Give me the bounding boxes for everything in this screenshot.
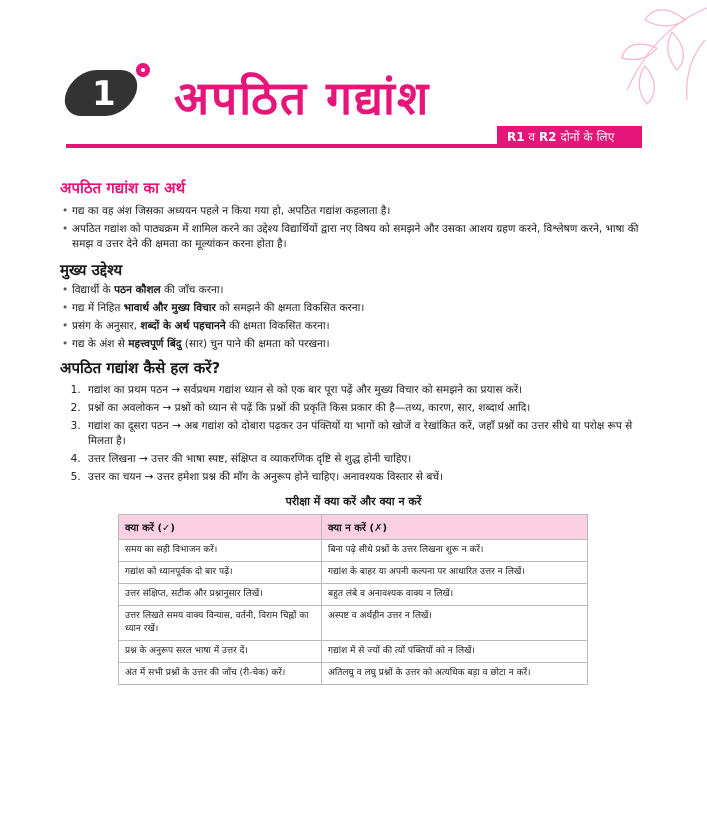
tag-r2: R2 — [538, 130, 557, 144]
dos-donts-table — [118, 514, 588, 685]
howto-step: 3. गद्यांश का दूसरा पठन → अब गद्यांश को दोबारा पढ़कर उन पंक्तियों या भागों को खोजें व रेखांकित करें, जहाँ प्रश्नों का उत्तर सीधे या परोक्ष रूप से मिलता है। — [84, 419, 645, 449]
table-row — [119, 584, 588, 606]
dont-cell: अस्पष्ट व अर्थहीन उत्तर न लिखें। — [322, 606, 588, 641]
leaf-decoration — [567, 0, 707, 140]
objective-bold: पठन कौशल — [114, 284, 161, 296]
table-row — [119, 562, 588, 584]
objective-bold: महत्त्वपूर्ण बिंदु — [128, 338, 182, 350]
howto-step: 1. गद्यांश का प्रथम पठन → सर्वप्रथम गद्यांश ध्यान से को एक बार पूरा पढ़ें और मुख्य विचार को समझने का प्रयास करें। — [84, 383, 645, 398]
dont-cell: अतिलघु व लघु प्रश्नों के उत्तर को अत्यधिक बड़ा व छोटा न करें। — [322, 663, 588, 685]
chapter-dot — [136, 63, 150, 77]
objective-text: गद्य में निहित — [72, 302, 124, 314]
objective-bold: शब्दों के अर्थ पहचानने — [140, 320, 226, 332]
objective-text: प्रसंग के अनुसार, — [72, 320, 141, 332]
tag-sep: व — [528, 130, 536, 144]
table-row — [119, 663, 588, 685]
objective-text: गद्य के अंश से — [72, 338, 129, 350]
chapter-title: अपठित गद्यांश — [174, 71, 431, 125]
objective-item — [62, 283, 645, 298]
section-meaning — [60, 178, 645, 252]
table-row — [119, 641, 588, 663]
dont-cell: बिना पढ़े सीधे प्रश्नों के उत्तर लिखना शुरू न करें। — [322, 540, 588, 562]
dont-cell: गद्यांश के बाहर या अपनी कल्पना पर आधारित उत्तर न लिखें। — [322, 562, 588, 584]
objective-text: को समझने की क्षमता विकसित करना। — [215, 302, 365, 314]
table-title: परीक्षा में क्या करें और क्या न करें — [285, 495, 422, 508]
howto-heading: अपठित गद्यांश कैसे हल करें? — [60, 359, 221, 377]
tag-r1: R1 — [507, 130, 525, 144]
do-cell: उत्तर लिखते समय वाक्य विन्यास, वर्तनी, विराम चिह्नों का ध्यान रखें। — [119, 606, 322, 641]
do-cell: उत्तर संक्षिप्त, सटीक और प्रश्नानुसार लिखें। — [119, 584, 322, 606]
tag-rest: दोनों के लिए — [560, 130, 615, 144]
objective-bold: भावार्थ और मुख्य विचार — [123, 302, 216, 314]
section-objectives — [60, 260, 645, 352]
objective-text: की क्षमता विकसित करना। — [225, 320, 330, 332]
dont-cell: बहुत लंबे व अनावश्यक वाक्य न लिखें। — [322, 584, 588, 606]
meaning-item: • अपठित गद्यांश को पाठ्यक्रम में शामिल करने का उद्देश्य विद्यार्थियों द्वारा नए विषय को समझने और उसका आशय ग्रहण करने, विश्लेषण करने, भाषा की समझ व उत्तर देने की क्षमता का मूल्यांकन करना होता है। — [62, 222, 645, 252]
table-header-row — [119, 515, 588, 540]
applicability-tag — [497, 126, 642, 148]
table-row — [119, 606, 588, 641]
objective-item — [62, 337, 645, 352]
howto-step: 2. प्रश्नों का अवलोकन → प्रश्नों को ध्यान से पढ़ें कि प्रश्नों की प्रकृति किस प्रकार की है—तथ्य, कारण, सार, शब्दार्थ आदि। — [84, 401, 645, 416]
header-dos: क्या करें (✓) — [119, 515, 322, 540]
objective-text: विद्यार्थी के — [72, 284, 115, 296]
table-row — [119, 540, 588, 562]
meaning-heading: अपठित गद्यांश का अर्थ — [60, 179, 186, 197]
do-cell: अंत में सभी प्रश्नों के उत्तर की जाँच (री-चेक) करें। — [119, 663, 322, 685]
howto-step: 4. उत्तर लिखना → उत्तर की भाषा स्पष्ट, संक्षिप्त व व्याकरणिक दृष्टि से शुद्ध होनी चाहिए। — [84, 452, 645, 467]
objective-item — [62, 301, 645, 316]
section-howto — [60, 358, 645, 485]
content — [60, 178, 645, 488]
do-cell: प्रश्न के अनुरूप सरल भाषा में उत्तर दें। — [119, 641, 322, 663]
howto-step: 5. उत्तर का चयन → उत्तर हमेशा प्रश्न की माँग के अनुरूप होने चाहिए। अनावश्यक विस्तार से बचें। — [84, 470, 645, 485]
objective-text: (सार) चुन पाने की क्षमता को परखना। — [181, 338, 330, 350]
chapter-number: 1 — [92, 74, 116, 114]
dont-cell: गद्यांश में से ज्यों की त्यों पंक्तियों को न लिखें। — [322, 641, 588, 663]
do-cell: समय का सही विभाजन करें। — [119, 540, 322, 562]
objective-text: की जाँच करना। — [160, 284, 224, 296]
meaning-item: • गद्य का वह अंश जिसका अध्ययन पहले न किया गया हो, अपठित गद्यांश कहलाता है। — [62, 204, 645, 219]
do-cell: गद्यांश को ध्यानपूर्वक दो बार पढ़ें। — [119, 562, 322, 584]
objective-item — [62, 319, 645, 334]
header-donts: क्या न करें (✗) — [322, 515, 588, 540]
objectives-heading: मुख्य उद्देश्य — [60, 261, 123, 279]
